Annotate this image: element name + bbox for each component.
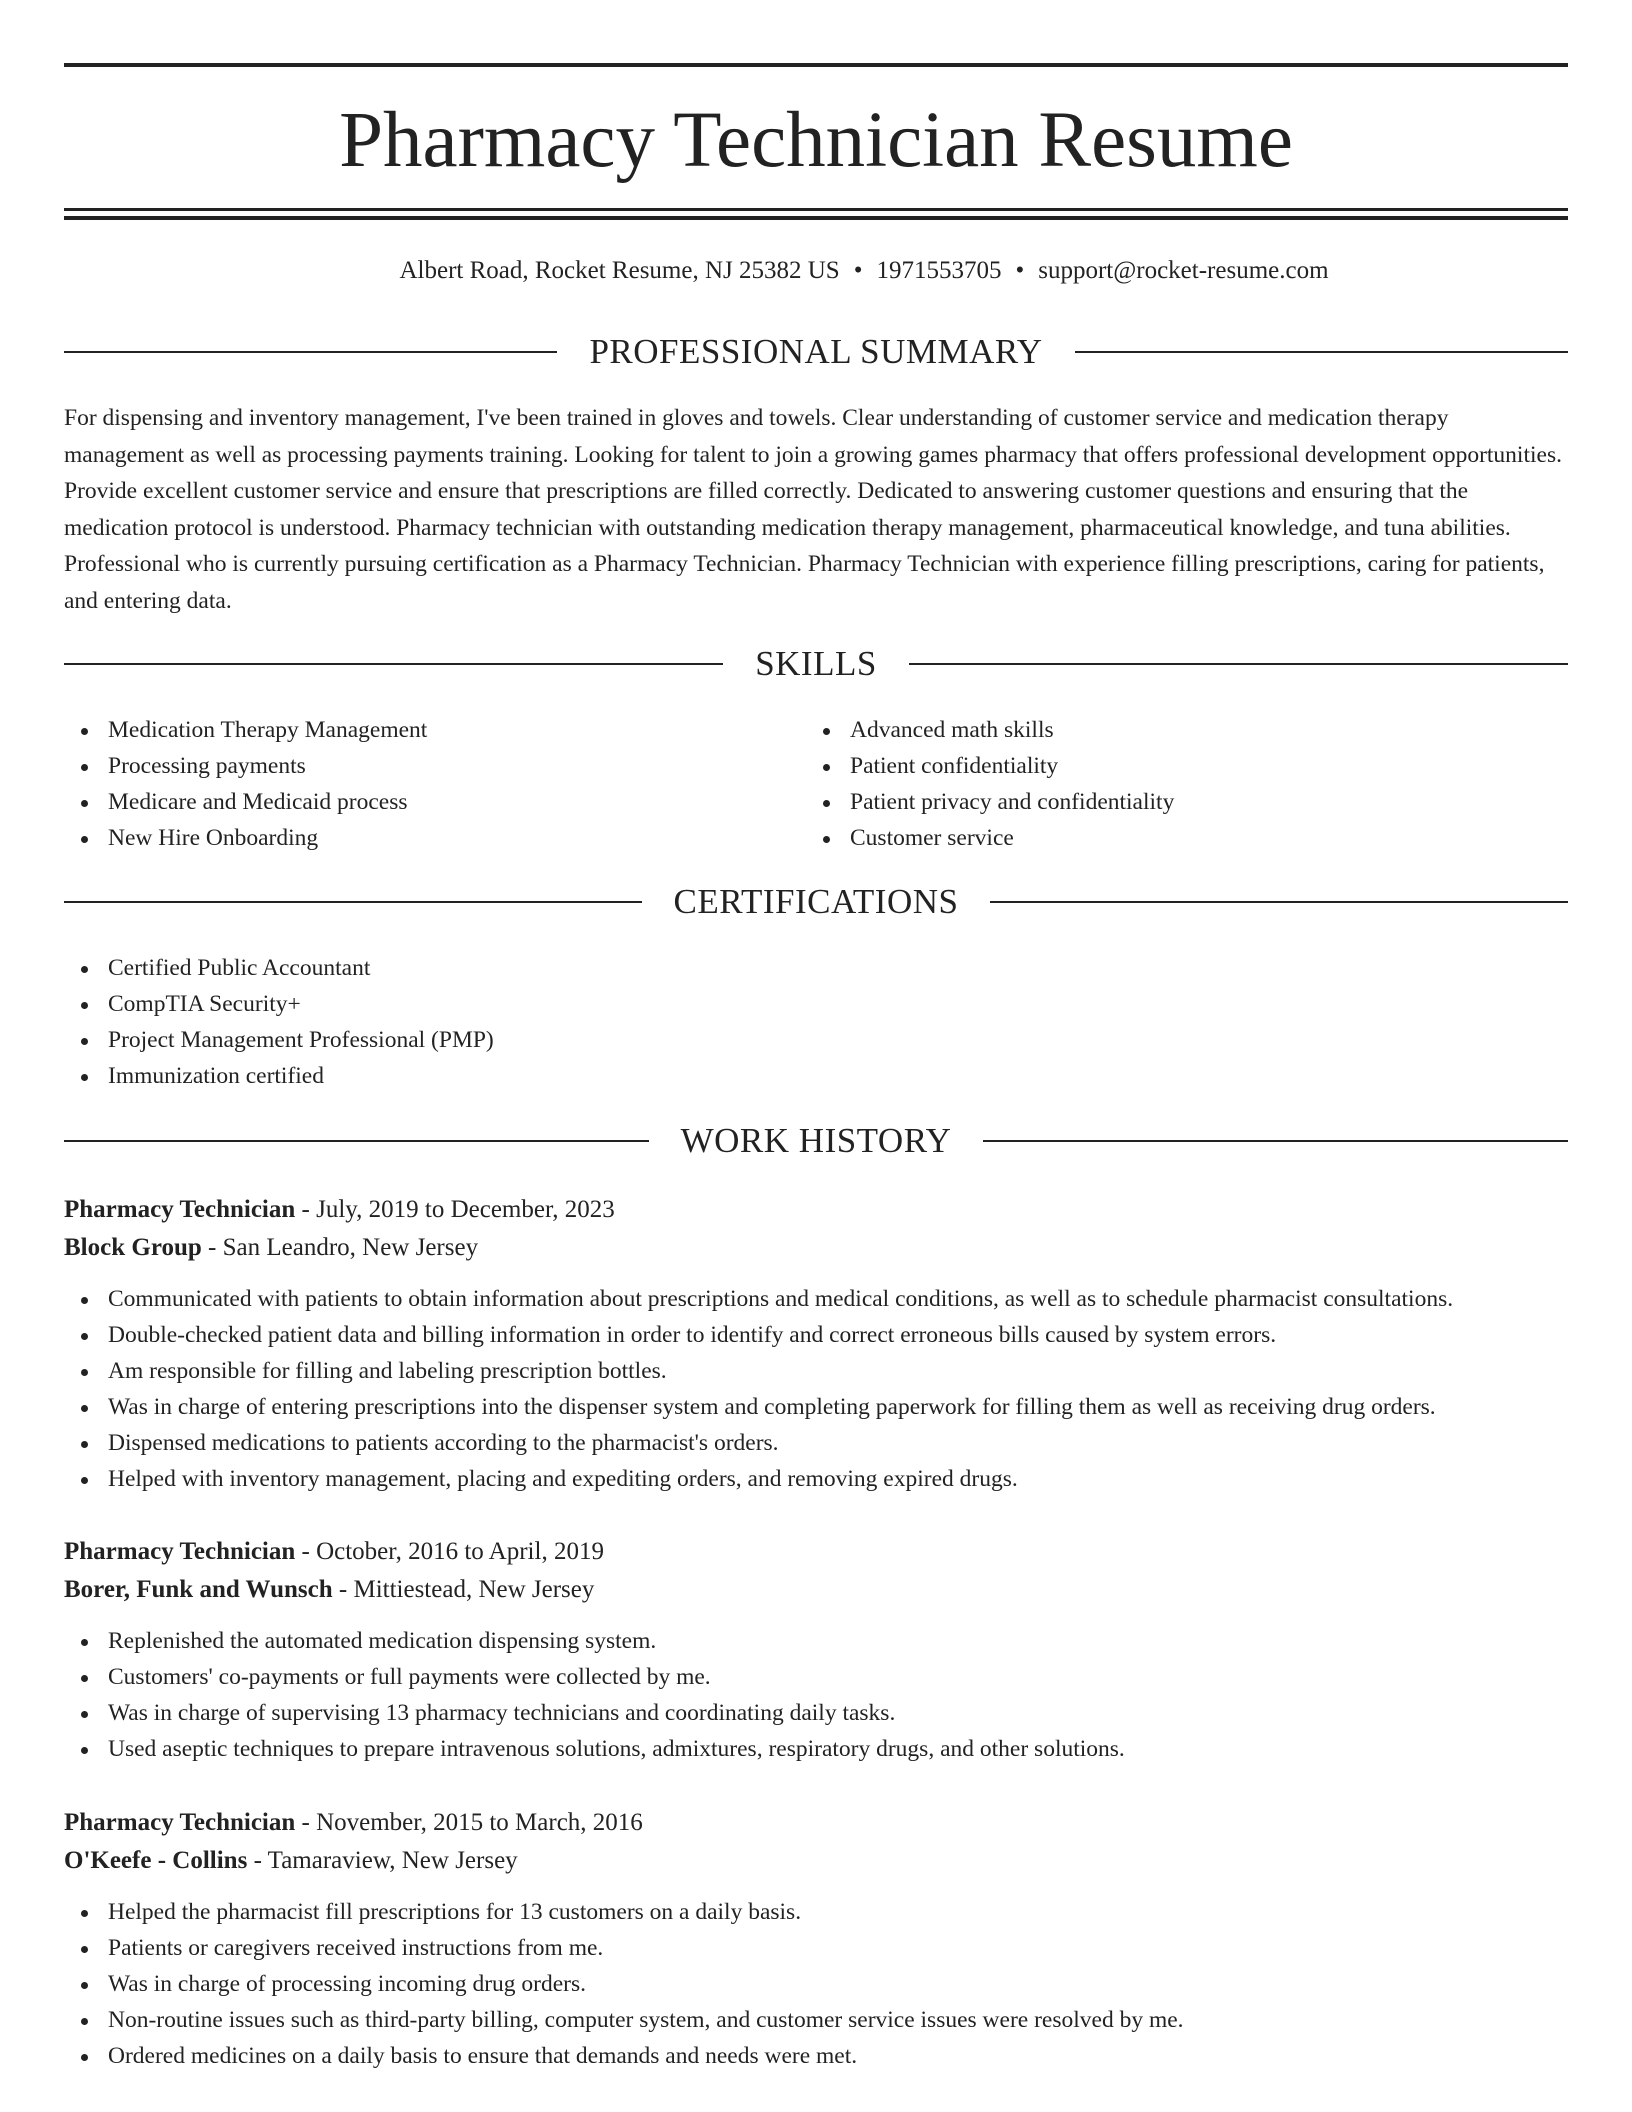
contact-address: Albert Road, Rocket Resume, NJ 25382 US (399, 257, 840, 284)
section-title-summary: PROFESSIONAL SUMMARY (589, 332, 1043, 371)
job-dates: - November, 2015 to March, 2016 (295, 1809, 643, 1836)
job-company-line (64, 1229, 1568, 1267)
top-rule (64, 63, 1568, 67)
job-bullet: Communicated with patients to obtain information about prescriptions and medical conditions, as well as to schedule pharmacist consultations. (64, 1281, 1568, 1317)
contact-separator: • (1015, 257, 1025, 284)
skills-list-right (806, 712, 1566, 856)
section-rule-right (909, 663, 1568, 665)
section-header-certifications (64, 879, 1568, 925)
contact-email: support@rocket-resume.com (1038, 257, 1329, 284)
section-title-skills: SKILLS (755, 644, 877, 683)
job-title-line (64, 1804, 1568, 1842)
section-header-summary (64, 329, 1568, 375)
section-rule-left (64, 1140, 649, 1142)
job-bullet: Dispensed medications to patients according to the pharmacist's orders. (64, 1425, 1568, 1461)
skill-item: Customer service (806, 820, 1566, 856)
job-bullets (64, 1281, 1568, 1497)
job-location: - Mittiestead, New Jersey (332, 1576, 595, 1603)
contact-phone: 1971553705 (876, 257, 1002, 284)
job-bullets (64, 1894, 1568, 2074)
summary-text: For dispensing and inventory management, I've been trained in gloves and towels. Clear understanding of customer service and medication therapy management as well as processing payments training. Looking for talent to join a growing games pharmacy that offers professional development opportunities. Provide excellent customer service and ensure that prescriptions are filled correctly. Dedicated to answering customer questions and ensuring that the medication protocol is understood. Pharmacy technician with outstanding medication therapy management, pharmaceutical knowledge, and tuna abilities. Professional who is currently pursuing certification as a Pharmacy Technician. Pharmacy Technician with experience filling prescriptions, caring for patients, and entering data. (64, 405, 1562, 614)
job-role: Pharmacy Technician (64, 1809, 296, 1836)
job-bullet: Replenished the automated medication dispensing system. (64, 1623, 1568, 1659)
section-rule-right (1075, 351, 1568, 353)
job-company: O'Keefe - Collins (64, 1847, 248, 1874)
contact-line (56, 254, 1632, 288)
job-bullet: Was in charge of processing incoming drug orders. (64, 1966, 1568, 2002)
job-dates: - October, 2016 to April, 2019 (295, 1538, 604, 1565)
job-bullet: Customers' co-payments or full payments were collected by me. (64, 1659, 1568, 1695)
skill-item: New Hire Onboarding (64, 820, 804, 856)
job-bullet: Ordered medicines on a daily basis to ensure that demands and needs were met. (64, 2038, 1568, 2074)
certification-item: CompTIA Security+ (64, 986, 1568, 1022)
section-rule-right (983, 1140, 1568, 1142)
certification-item: Project Management Professional (PMP) (64, 1022, 1568, 1058)
job-bullet: Was in charge of supervising 13 pharmacy technicians and coordinating daily tasks. (64, 1695, 1568, 1731)
skill-item: Medication Therapy Management (64, 712, 804, 748)
skills-list-left (64, 712, 804, 856)
certifications-list (64, 950, 1568, 1094)
job-bullet: Double-checked patient data and billing information in order to identify and correct erroneous bills caused by system errors. (64, 1317, 1568, 1353)
job-bullet: Patients or caregivers received instructions from me. (64, 1930, 1568, 1966)
job-company: Block Group (64, 1234, 202, 1261)
job-company: Borer, Funk and Wunsch (64, 1576, 333, 1603)
certification-item: Certified Public Accountant (64, 950, 1568, 986)
section-header-skills (64, 641, 1568, 687)
job-title-line (64, 1533, 1568, 1571)
job-bullet: Non-routine issues such as third-party billing, computer system, and customer service issues were resolved by me. (64, 2002, 1568, 2038)
job-location: - San Leandro, New Jersey (201, 1234, 479, 1261)
job-bullet: Helped with inventory management, placing and expediting orders, and removing expired drugs. (64, 1461, 1568, 1497)
section-rule-left (64, 901, 642, 903)
section-title-certifications: CERTIFICATIONS (673, 882, 959, 921)
section-title-work: WORK HISTORY (680, 1121, 952, 1160)
job-role: Pharmacy Technician (64, 1196, 296, 1223)
section-rule-left (64, 351, 557, 353)
page-title: Pharmacy Technician Resume (339, 97, 1293, 184)
title-rule-lower (64, 216, 1568, 220)
job-entry (64, 1191, 1568, 1497)
job-bullet: Was in charge of entering prescriptions into the dispenser system and completing paperwork for filling them as well as receiving drug orders. (64, 1389, 1568, 1425)
job-entry (64, 1533, 1568, 1767)
job-company-line (64, 1571, 1568, 1609)
job-title-line (64, 1191, 1568, 1229)
job-location: - Tamaraview, New Jersey (247, 1847, 518, 1874)
job-bullet: Am responsible for filling and labeling prescription bottles. (64, 1353, 1568, 1389)
title-rule-upper (64, 208, 1568, 211)
skill-item: Advanced math skills (806, 712, 1566, 748)
certification-item: Immunization certified (64, 1058, 1568, 1094)
section-header-work (64, 1118, 1568, 1164)
skill-item: Processing payments (64, 748, 804, 784)
job-bullets (64, 1623, 1568, 1767)
job-entry (64, 1804, 1568, 2074)
section-rule-right (990, 901, 1568, 903)
skill-item: Patient privacy and confidentiality (806, 784, 1566, 820)
skill-item: Patient confidentiality (806, 748, 1566, 784)
skill-item: Medicare and Medicaid process (64, 784, 804, 820)
job-company-line (64, 1842, 1568, 1880)
job-bullet: Helped the pharmacist fill prescriptions for 13 customers on a daily basis. (64, 1894, 1568, 1930)
contact-separator: • (853, 257, 863, 284)
job-dates: - July, 2019 to December, 2023 (295, 1196, 615, 1223)
section-rule-left (64, 663, 723, 665)
job-role: Pharmacy Technician (64, 1538, 296, 1565)
job-bullet: Used aseptic techniques to prepare intravenous solutions, admixtures, respiratory drugs, and other solutions. (64, 1731, 1568, 1767)
